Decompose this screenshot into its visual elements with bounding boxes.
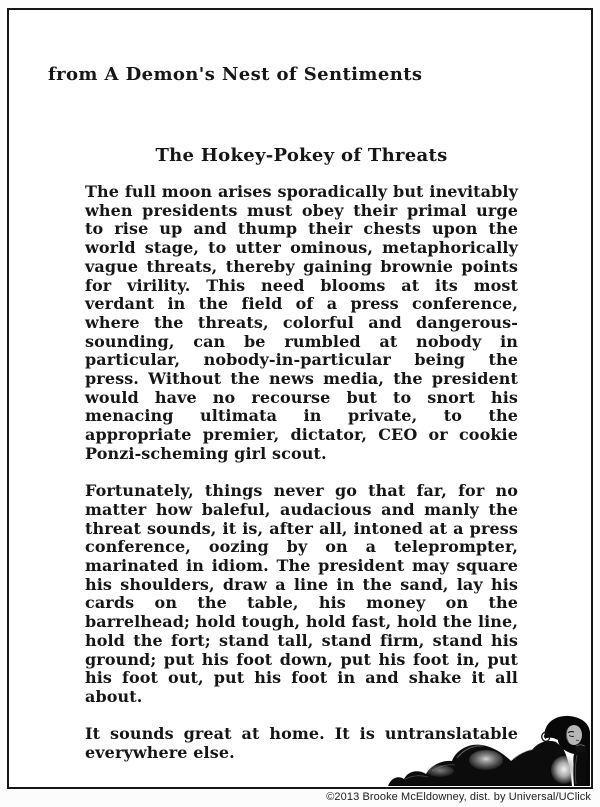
- essay-paragraph-2: Fortunately, things never go that far, for no matter how baleful, audacious and manly the threat sounds, it is, after all, intoned at a press conference, oozing by on a teleprompter, marinated in idiom. The president may square his shoulders, draw a line in the sand, lay his cards on the table, his money on the barrelhead; hold tough, hold fast, hold the line, hold the fort; stand tall, stand firm, stand his ground; put his foot down, put his foot in, put his foot out, put his foot in and shake it all about.: [85, 481, 518, 706]
- essay-paragraph-1: The full moon arises sporadically but inevitably when presidents must obey their primal urge to rise up and thump their chests upon the world stage, to utter ominous, metaphorically vague threats, thereby gaining brownie points for virility. This need blooms at its most verdant in the field of a press conference, where the threats, colorful and dangerous-sounding, can be rumbled at nobody in particular, nobody-in-particular being the press. Without the news media, the president would have no recourse but to snort his menacing ultimata in private, to the appropriate premier, dictator, CEO or cookie Ponzi-scheming girl scout.: [85, 182, 518, 463]
- series-title: from A Demon's Nest of Sentiments: [48, 64, 423, 85]
- copyright-line: ©2013 Brooke McEldowney, dist. by Universal/UClick: [326, 791, 591, 803]
- reclining-demon-illustration: [385, 715, 591, 787]
- panel-frame: [7, 8, 593, 789]
- essay-body: [85, 145, 518, 763]
- essay-title: The Hokey-Pokey of Threats: [155, 145, 448, 166]
- essay-paragraph-3: It sounds great at home. It is untranslatable everywhere else.: [85, 724, 518, 763]
